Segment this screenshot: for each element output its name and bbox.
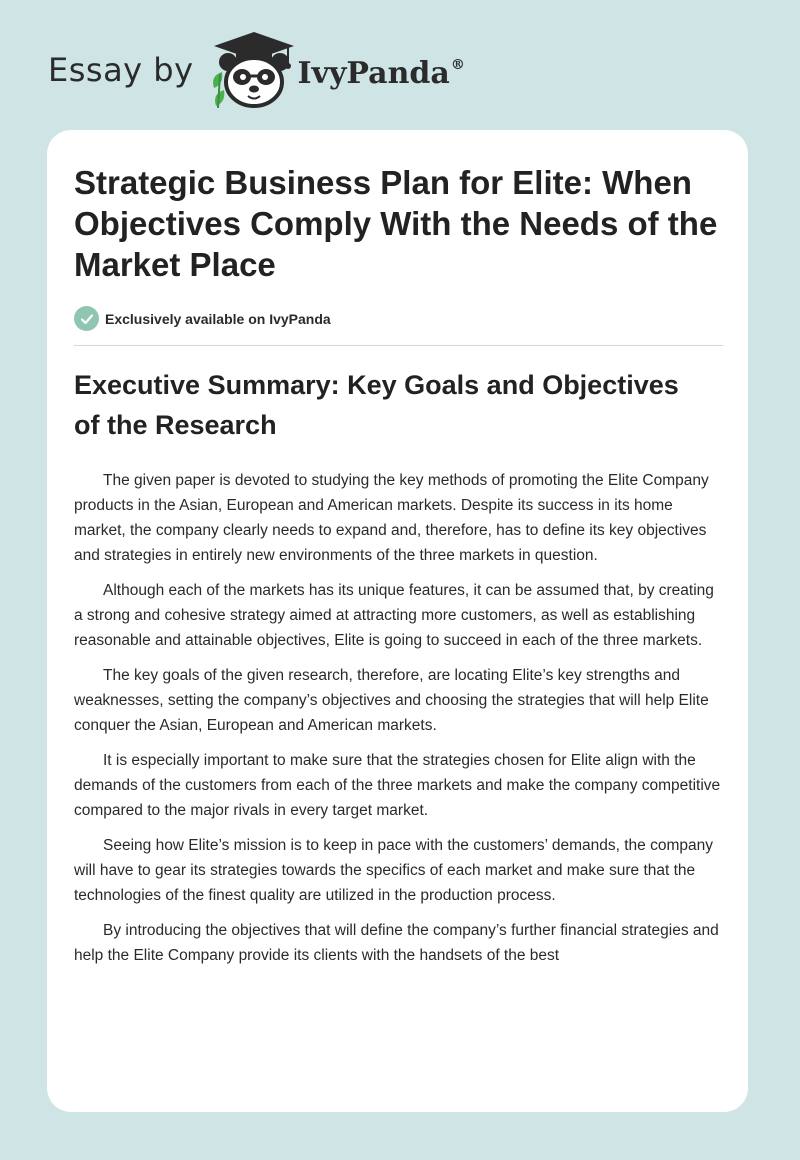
panda-graduate-icon[interactable] [208,30,294,110]
section-heading: Executive Summary: Key Goals and Objectives of the Research [74,370,679,440]
essay-by-label: Essay by [48,51,194,89]
paragraph: It is especially important to make sure that the strategies chosen for Elite align with the demands of the customers from each of the three markets and make the company competitive compared to the major rivals in every target market. [74,752,721,819]
brand-name-text: IvyPanda [297,55,450,91]
article-title: Strategic Business Plan for Elite: When Objectives Comply With the Needs of the Market Place [74,164,718,283]
divider [74,345,723,346]
paragraph: Although each of the markets has its unique features, it can be assumed that, by creating a strong and cohesive strategy aimed at attracting more customers, as well as establishing reasonable and attainable objectives, Elite is going to succeed in each of the three markets. [74,582,714,649]
brand-name [298,56,465,91]
trademark-symbol: ® [450,56,465,73]
exclusive-badge [74,306,331,331]
exclusive-badge-label: Exclusively available on IvyPanda [105,310,331,327]
paragraph: Seeing how Elite’s mission is to keep in pace with the customers’ demands, the company will have to gear its strategies towards the specifics of each market and make sure that the technologies of the finest quality are utilized in the production process. [74,837,713,904]
paragraph: The key goals of the given research, therefore, are locating Elite’s key strengths and weaknesses, setting the company’s objectives and choosing the strategies that will help Elite conquer the Asian, European and American markets. [74,667,709,734]
paragraph: The given paper is devoted to studying the key methods of promoting the Elite Company products in the Asian, European and American markets. Despite its success in its home market, the company clearly needs to expand and, therefore, has to define its key objectives and strategies in entirely new environments of the three markets in question. [74,472,709,564]
paragraph: By introducing the objectives that will define the company’s further financial strategies and help the Elite Company provide its clients with the handsets of the best [74,922,719,964]
site-header [48,30,465,110]
article-body [74,468,726,978]
check-circle-icon [74,306,99,331]
article-card [47,130,748,1112]
